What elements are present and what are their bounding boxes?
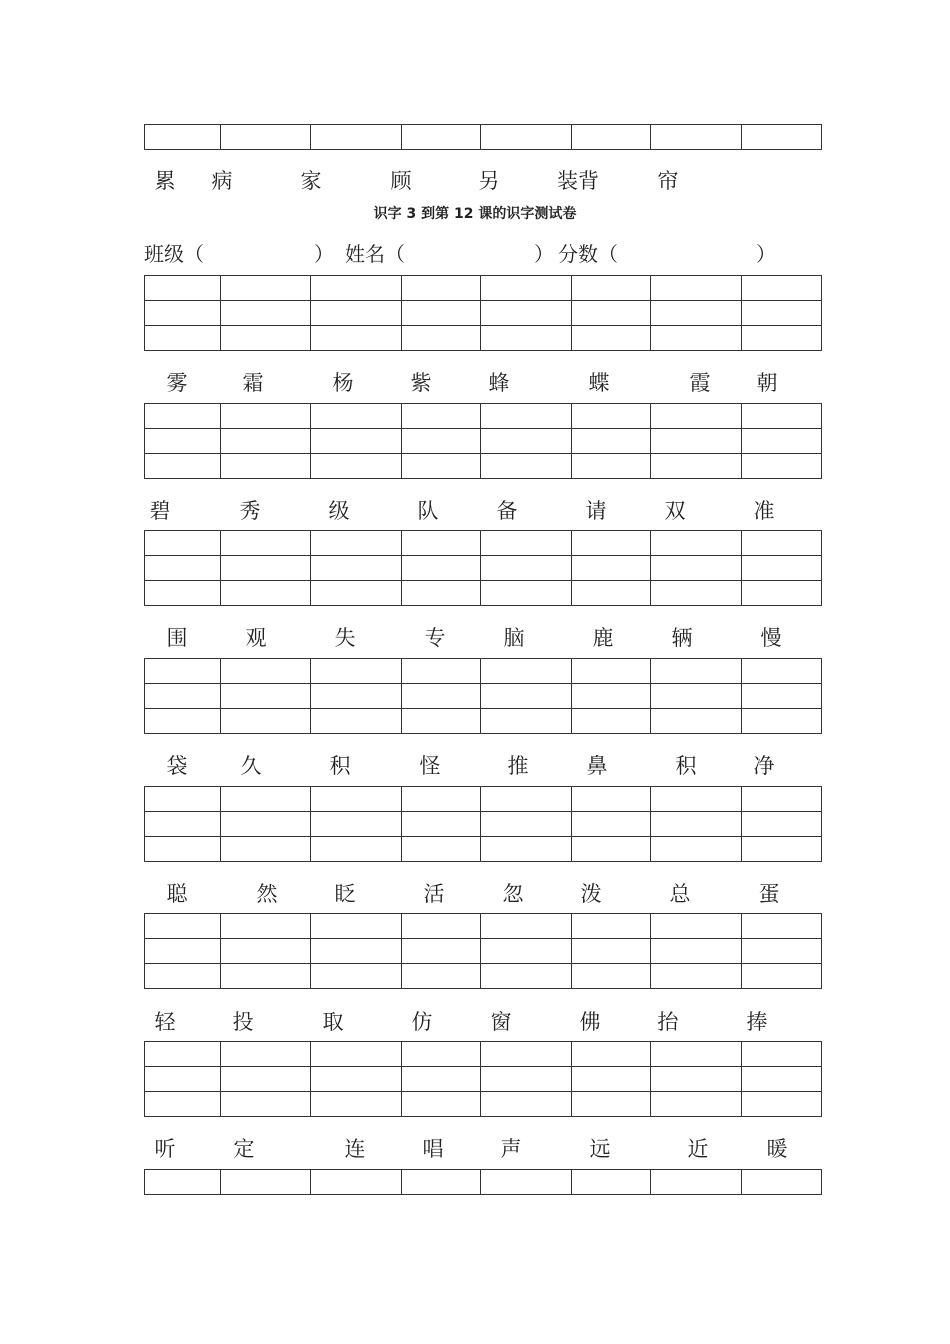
character: 脑 bbox=[503, 626, 525, 650]
character: 暖 bbox=[766, 1137, 788, 1161]
class-label: 班级（ bbox=[144, 242, 204, 266]
character-row-4 bbox=[144, 750, 821, 780]
character: 窗 bbox=[490, 1010, 512, 1034]
student-info-line bbox=[144, 238, 824, 268]
writing-grid-5 bbox=[144, 786, 822, 862]
character-row-5 bbox=[144, 878, 821, 908]
character: 围 bbox=[166, 626, 188, 650]
character: 紫 bbox=[410, 371, 432, 395]
character: 级 bbox=[328, 499, 350, 523]
character: 家 bbox=[300, 169, 322, 193]
character: 远 bbox=[589, 1137, 611, 1161]
character: 杨 bbox=[332, 371, 354, 395]
character: 观 bbox=[245, 626, 267, 650]
character: 袋 bbox=[166, 754, 188, 778]
score-close: ） bbox=[756, 242, 776, 266]
character: 准 bbox=[753, 499, 775, 523]
writing-grid-1 bbox=[144, 275, 822, 351]
character: 仿 bbox=[411, 1010, 433, 1034]
character: 霜 bbox=[242, 371, 264, 395]
character: 病 bbox=[211, 169, 233, 193]
character: 久 bbox=[240, 754, 262, 778]
character: 听 bbox=[154, 1137, 176, 1161]
character: 秀 bbox=[239, 499, 261, 523]
writing-grid-8 bbox=[144, 1169, 822, 1195]
character: 累 bbox=[154, 169, 176, 193]
character: 怪 bbox=[419, 754, 441, 778]
writing-grid-2 bbox=[144, 403, 822, 479]
character: 投 bbox=[232, 1010, 254, 1034]
character: 蜂 bbox=[488, 371, 510, 395]
character: 帘 bbox=[657, 169, 679, 193]
character-row-7 bbox=[144, 1133, 821, 1163]
character-row-1 bbox=[144, 367, 821, 397]
character: 蛋 bbox=[758, 882, 780, 906]
character: 取 bbox=[322, 1010, 344, 1034]
character: 唱 bbox=[422, 1137, 444, 1161]
page-title: 识字 3 到第 12 课的识字测试卷 bbox=[373, 206, 577, 222]
character: 总 bbox=[669, 882, 691, 906]
character: 定 bbox=[233, 1137, 255, 1161]
character-row-0 bbox=[144, 165, 821, 195]
writing-grid-6 bbox=[144, 913, 822, 989]
character: 专 bbox=[424, 626, 446, 650]
character: 捧 bbox=[746, 1010, 768, 1034]
character: 雾 bbox=[166, 371, 188, 395]
character: 备 bbox=[496, 499, 518, 523]
character: 聪 bbox=[166, 882, 188, 906]
character: 请 bbox=[585, 499, 607, 523]
character: 积 bbox=[329, 754, 351, 778]
character-row-6 bbox=[144, 1006, 821, 1036]
class-close: ） bbox=[314, 242, 334, 266]
character: 近 bbox=[687, 1137, 709, 1161]
character: 轻 bbox=[154, 1010, 176, 1034]
name-label: 姓名（ bbox=[345, 242, 405, 266]
character: 声 bbox=[500, 1137, 522, 1161]
character: 泼 bbox=[580, 882, 602, 906]
character: 慢 bbox=[760, 626, 782, 650]
character: 另 bbox=[478, 169, 500, 193]
character: 霞 bbox=[689, 371, 711, 395]
name-close: ） bbox=[534, 242, 554, 266]
character: 推 bbox=[507, 754, 529, 778]
character: 队 bbox=[417, 499, 439, 523]
character: 活 bbox=[423, 882, 445, 906]
character: 蝶 bbox=[588, 371, 610, 395]
character-row-3 bbox=[144, 622, 821, 652]
character: 装背 bbox=[557, 169, 599, 193]
writing-grid-0 bbox=[144, 124, 822, 150]
character: 朝 bbox=[756, 371, 778, 395]
character: 眨 bbox=[334, 882, 356, 906]
character: 连 bbox=[344, 1137, 366, 1161]
score-label: 分数（ bbox=[558, 242, 618, 266]
character: 佛 bbox=[579, 1010, 601, 1034]
character: 失 bbox=[334, 626, 356, 650]
character: 积 bbox=[675, 754, 697, 778]
character: 鼻 bbox=[586, 754, 608, 778]
character: 忽 bbox=[502, 882, 524, 906]
character: 抬 bbox=[657, 1010, 679, 1034]
character: 碧 bbox=[149, 499, 171, 523]
character: 双 bbox=[664, 499, 686, 523]
writing-grid-4 bbox=[144, 658, 822, 734]
character: 然 bbox=[256, 882, 278, 906]
character: 鹿 bbox=[592, 626, 614, 650]
writing-grid-7 bbox=[144, 1041, 822, 1117]
character: 净 bbox=[753, 754, 775, 778]
character: 顾 bbox=[390, 169, 412, 193]
character-row-2 bbox=[144, 495, 821, 525]
character: 辆 bbox=[671, 626, 693, 650]
writing-grid-3 bbox=[144, 530, 822, 606]
